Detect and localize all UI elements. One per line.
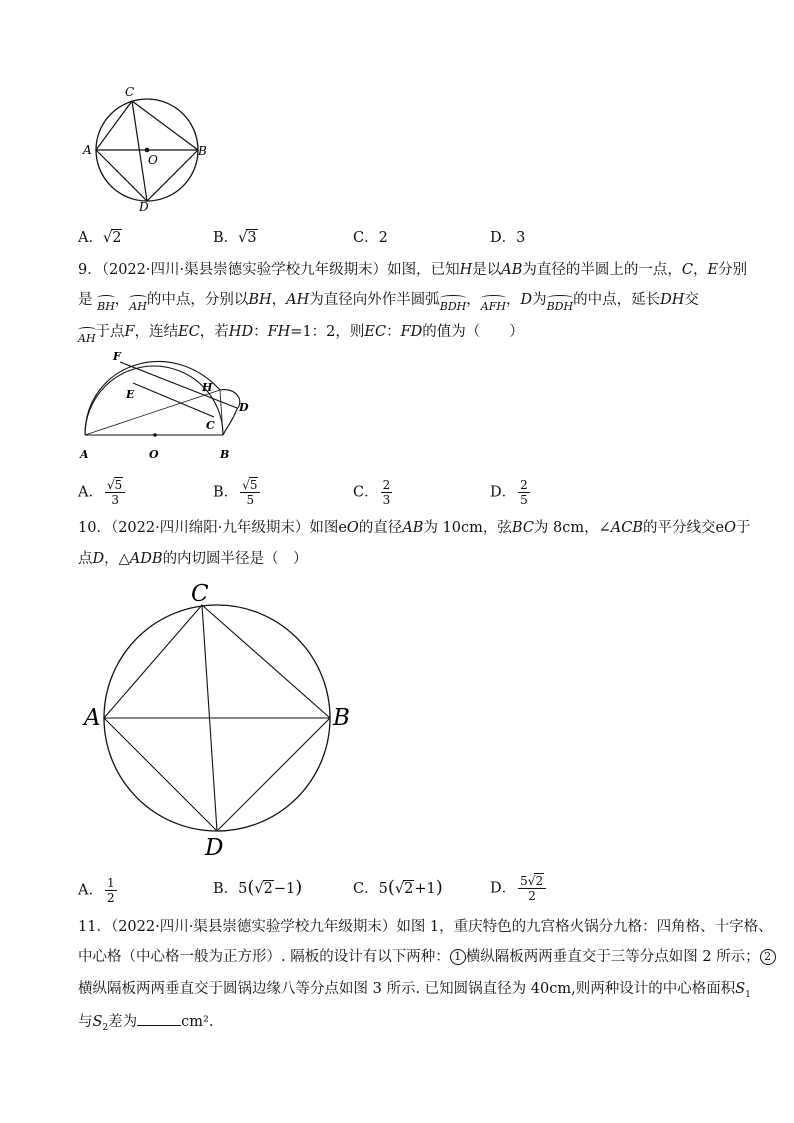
label-H: H	[202, 381, 213, 394]
circled-2: 2	[760, 949, 776, 965]
label-O: O	[148, 153, 158, 167]
label-A: A	[80, 448, 89, 461]
option-letter: B．	[213, 230, 239, 246]
label-B: B	[333, 705, 350, 731]
option-value: 3	[247, 230, 257, 246]
q9-line-3: AH于点F，连结EC，若HD：FH=1：2，则EC：FD的值为（ ）	[78, 324, 524, 345]
option-letter: D．	[490, 880, 517, 897]
q10-option-d[interactable]: D． $\frac{5√2}{2}$	[490, 874, 548, 903]
q11-line-3: 横纵隔板两两垂直交于圆锅边缘八等分点如图 3 所示. 已知圆锅直径为 40cm,则两种设计的中心格面积$S_1$	[78, 981, 751, 1000]
q8-option-c[interactable]: C．2	[353, 230, 388, 246]
q8-option-b[interactable]: B．√3	[213, 230, 257, 246]
circled-1: 1	[450, 949, 466, 965]
arc-ah-2: AH	[78, 327, 96, 345]
arc-bdh-2: BDH	[547, 295, 574, 313]
q10-option-c[interactable]: C．5(√2+1)	[353, 877, 443, 898]
label-C: C	[125, 85, 135, 99]
q8-option-a[interactable]: A．√2	[78, 230, 122, 246]
option-letter: C．5	[353, 881, 388, 897]
option-letter: D．	[490, 484, 517, 501]
answer-blank[interactable]	[137, 1011, 181, 1026]
q9-line-1: 9．（2022·四川·渠县崇德实验学校九年级期末）如图，已知H是以AB为直径的半圆上的一点，C，E分别	[78, 262, 748, 278]
label-F: F	[113, 350, 121, 363]
q11-line-1: 11．（2022·四川·渠县崇德实验学校九年级期末）如图 1，重庆特色的九宫格火锅分九格：四角格、十字格、	[78, 919, 773, 935]
option-value: 2	[112, 230, 122, 246]
q10-option-b[interactable]: B．5(√2−1)	[213, 877, 303, 898]
q9-figure	[75, 345, 260, 465]
q11-line-2: 中心格（中心格一般为正方形）. 隔板的设计有以下两种： 1 横纵隔板两两垂直交于三等分点如图 2 所示； 2	[78, 947, 776, 967]
q9-option-d[interactable]: D． $\frac{2}{5}$	[490, 478, 528, 507]
label-A: A	[83, 143, 92, 157]
q9-option-b[interactable]: B． $\frac{√5}{5}$	[213, 478, 262, 507]
label-D: D	[139, 200, 149, 214]
q9-option-c[interactable]: C． $\frac{2}{3}$	[353, 478, 391, 507]
option-letter: A．	[78, 882, 103, 899]
label-E: E	[126, 388, 135, 401]
q11-line-4: 与$S_2$差为 cm².	[78, 1011, 213, 1038]
q10-figure	[82, 575, 362, 865]
label-A: A	[84, 705, 101, 731]
option-letter: B．	[213, 484, 239, 501]
label-C: C	[206, 419, 215, 432]
label-B: B	[220, 448, 230, 461]
option-letter: B．5	[213, 881, 248, 897]
label-C: C	[191, 581, 209, 607]
q10-line-2: 点D，△ADB的内切圆半径是（ ）	[78, 551, 308, 567]
q10-option-a[interactable]: A． $\frac{1}{2}$	[78, 876, 115, 905]
arc-ah: AH	[129, 295, 147, 313]
option-letter: A．	[78, 484, 103, 501]
option-letter: A．	[78, 230, 103, 246]
label-D: D	[239, 401, 249, 414]
label-O: O	[149, 448, 159, 461]
q10-line-1: 10．（2022·四川绵阳·九年级期末）如图eO的直径AB为 10cm，弦BC为 8cm，∠ACB的平分线交eO于	[78, 520, 751, 536]
q8-figure	[80, 80, 220, 215]
q9-option-a[interactable]: A． $\frac{√5}{3}$	[78, 478, 127, 507]
arc-bh: BH	[97, 295, 115, 313]
label-B: B	[198, 144, 207, 158]
q9-line-2: 是 BH，AH的中点，分别以BH，AH为直径向外作半圆弧BDH，AFH，D为BDH的中点，延长DH交	[78, 292, 699, 313]
q8-option-d[interactable]: D．3	[490, 230, 526, 246]
label-D: D	[205, 835, 224, 861]
arc-afh: AFH	[481, 295, 506, 313]
option-letter: C．	[353, 484, 379, 501]
arc-bdh: BDH	[440, 295, 467, 313]
